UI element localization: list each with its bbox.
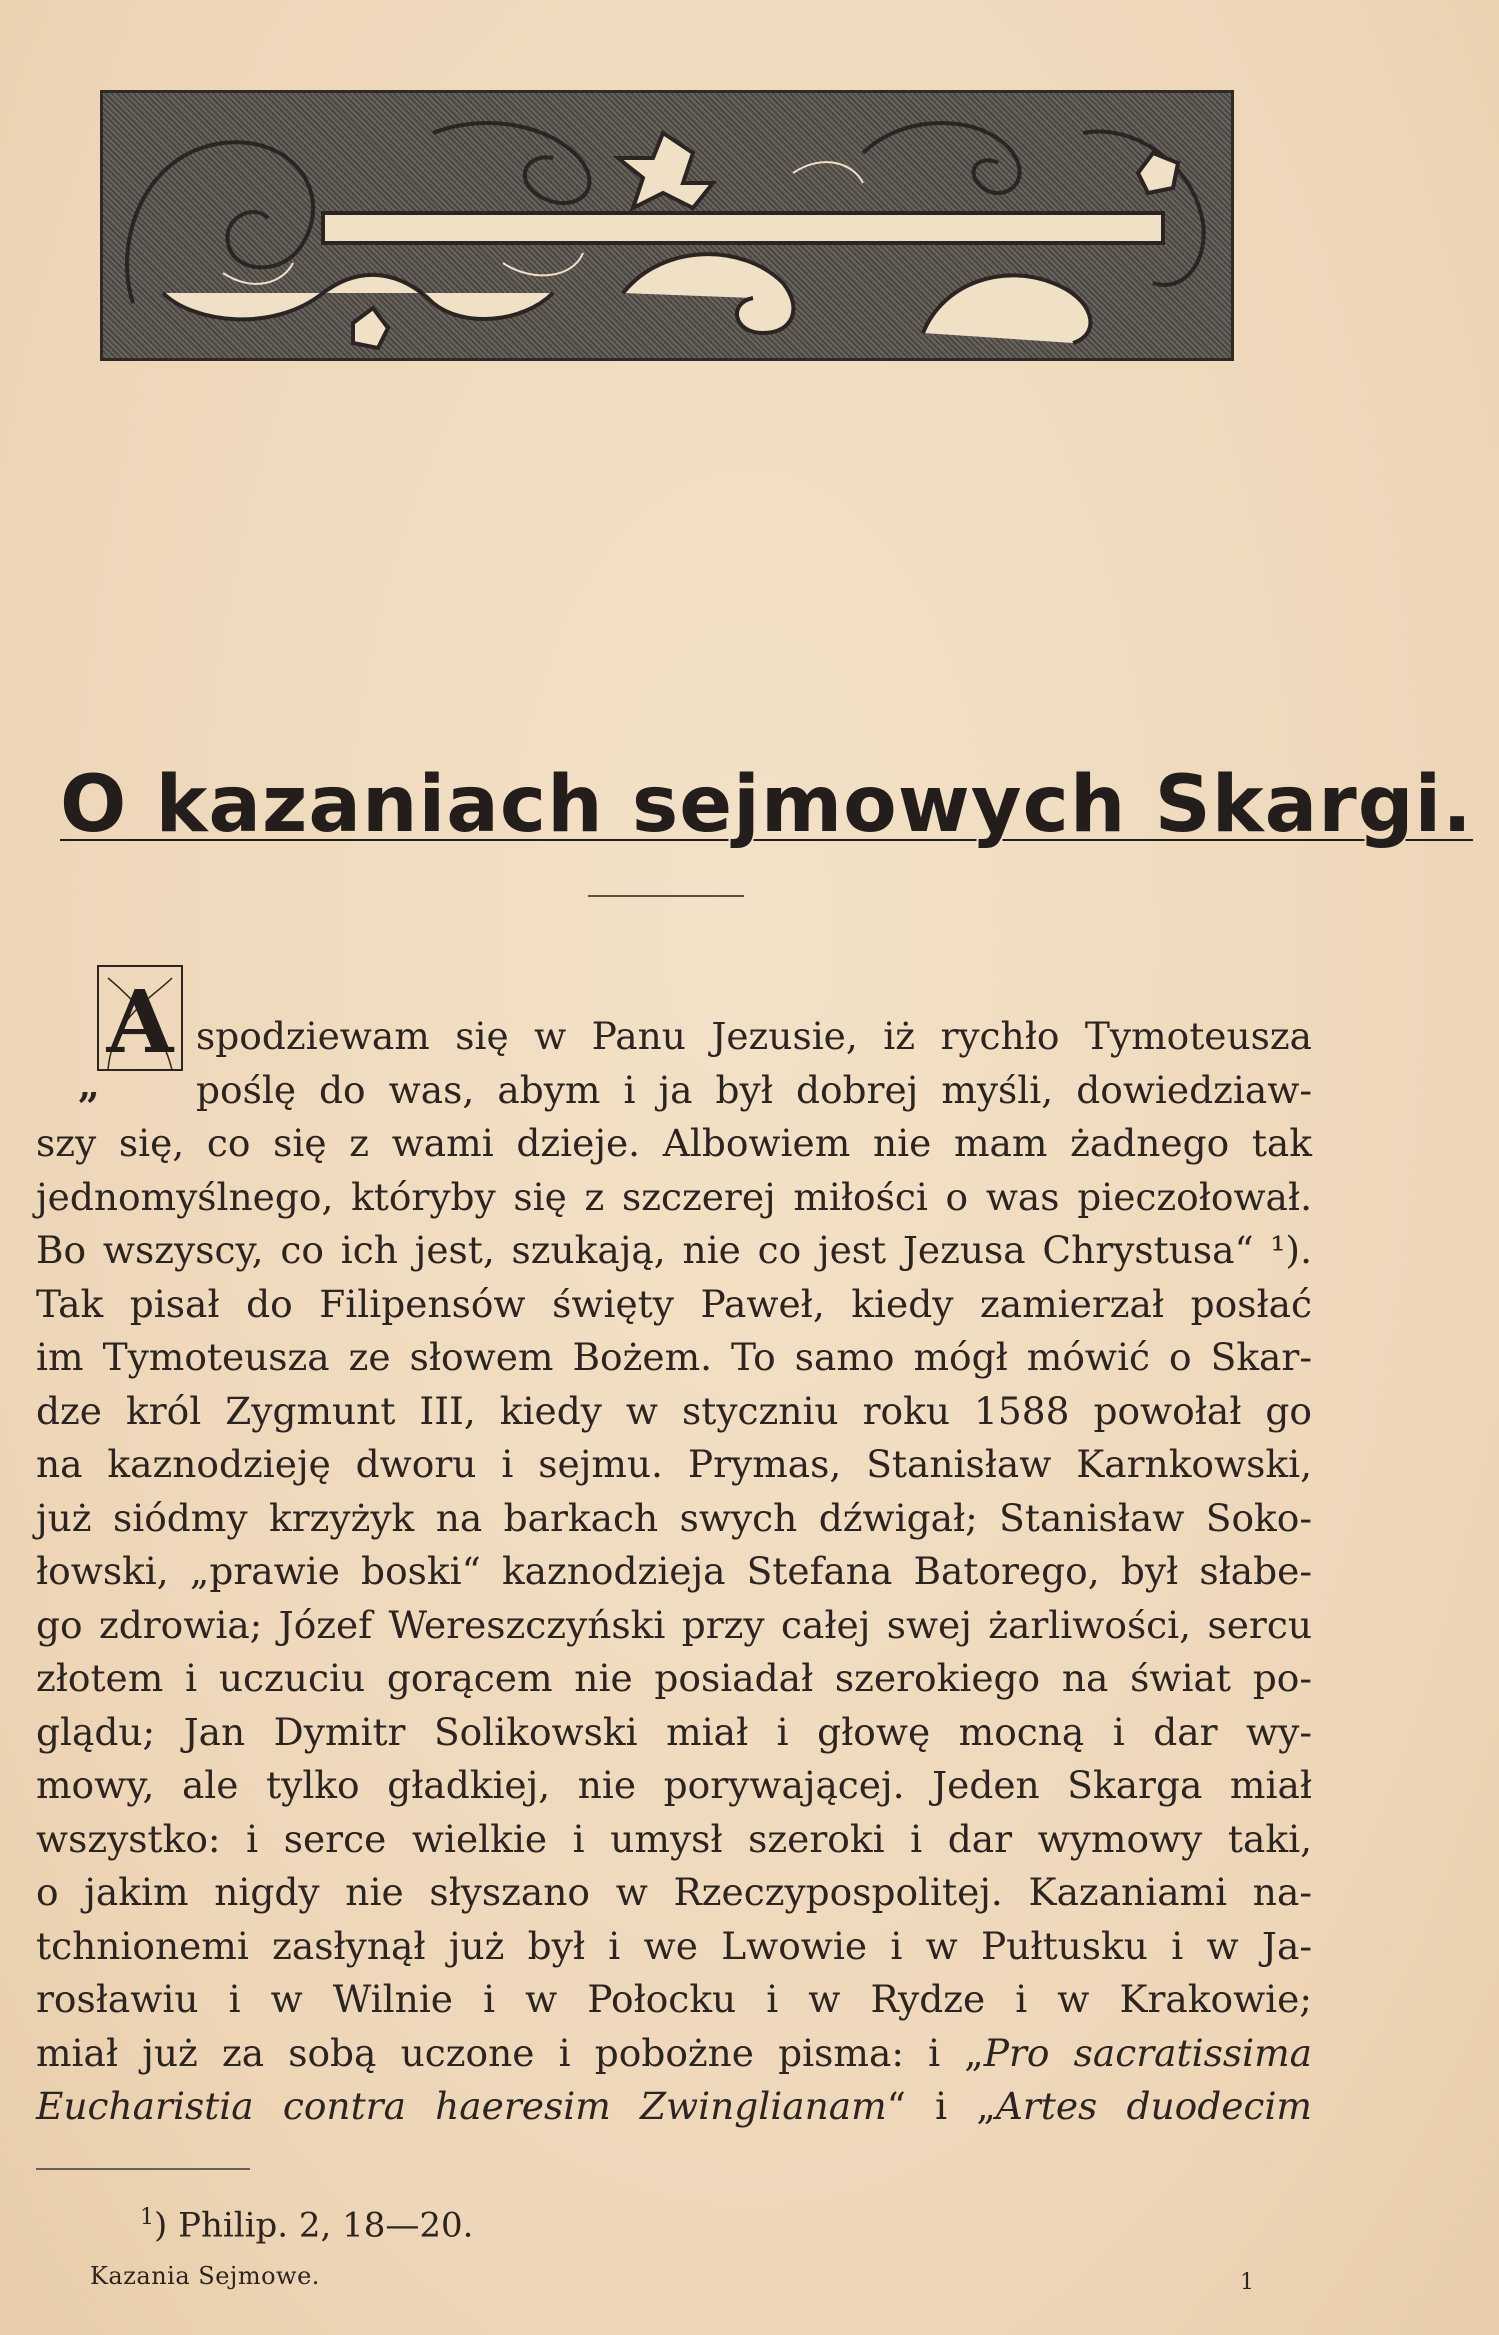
footnote (140, 2205, 473, 2245)
opening-quote-mark: „ (78, 1062, 100, 1107)
body-line: dze król Zygmunt III, kiedy w styczniu roku 1588 powołał go (36, 1388, 1312, 1433)
body-line: Tak pisał do Filipensów święty Paweł, kiedy zamierzał posłać (36, 1281, 1312, 1326)
body-line: Bo wszyscy, co ich jest, szukają, nie co jest Jezusa Chrystusa“ ¹). (36, 1228, 1312, 1272)
body-line-text: “ i „ (886, 2084, 996, 2128)
body-line: mowy, ale tylko gładkiej, nie porywającej. Jeden Skarga miał (36, 1763, 1312, 1807)
body-line: szy się, co się z wami dzieje. Albowiem nie mam żadnego tak (36, 1121, 1312, 1165)
footnote-marker: 1 (140, 2205, 154, 2230)
body-line: na kaznodzieję dworu i sejmu. Prymas, Stanisław Karnkowski, (36, 1442, 1312, 1486)
body-line (36, 2080, 1312, 2134)
body-line: złotem i uczuciu gorącem nie posiadał szerokiego na świat po- (36, 1656, 1312, 1700)
latin-title-text: Eucharistia contra haeresim Zwinglianam (36, 2084, 887, 2128)
chapter-title: O kazaniach sejmowych Skargi. (60, 760, 1473, 850)
page-number: 1 (1240, 2270, 1254, 2295)
body-line: wszystko: i serce wielkie i umysł szeroki i dar wymowy taki, (36, 1816, 1312, 1861)
title-divider (588, 895, 744, 897)
body-text (36, 1010, 1312, 2134)
drop-cap-letter: A (106, 972, 174, 1073)
scrollwork-ornament-icon (100, 90, 1234, 361)
body-line: o jakim nigdy nie słyszano w Rzeczypospolitej. Kazaniami na- (36, 1870, 1312, 1914)
body-line: glądu; Jan Dymitr Solikowski miał i głowę mocną i dar wy- (36, 1709, 1312, 1754)
body-line: już siódmy krzyżyk na barkach swych dźwigał; Stanisław Soko- (36, 1495, 1312, 1540)
body-line: poślę do was, abym i ja był dobrej myśli, dowiedziaw- (196, 1067, 1312, 1112)
body-line: im Tymoteusza ze słowem Bożem. To samo mógł mówić o Skar- (36, 1335, 1312, 1379)
body-line: spodziewam się w Panu Jezusie, iż rychło Tymoteusza (196, 1014, 1312, 1058)
latin-title-text: Pro sacratissima (983, 2030, 1312, 2075)
body-line: łowski, „prawie boski“ kaznodzieja Stefana Batorego, był słabe- (36, 1549, 1312, 1593)
body-line: rosławiu i w Wilnie i w Połocku i w Rydze i w Krakowie; (36, 1977, 1312, 2021)
footnote-text: ) Philip. 2, 18—20. (154, 2205, 474, 2246)
body-line-text: miał już za sobą uczone i pobożne pisma: i „ (36, 2030, 984, 2075)
signature-mark: Kazania Sejmowe. (90, 2262, 320, 2290)
body-line: go zdrowia; Józef Wereszczyński przy całej swej żarliwości, sercu (36, 1602, 1312, 1647)
body-line (36, 2027, 1312, 2081)
footnote-divider (36, 2168, 250, 2170)
body-line: tchnionemi zasłynął już był i we Lwowie i w Pułtusku i w Ja- (36, 1923, 1312, 1968)
body-line: jednomyślnego, któryby się z szczerej miłości o was pieczołował. (36, 1174, 1312, 1219)
latin-title-text: Artes duodecim (995, 2084, 1312, 2128)
